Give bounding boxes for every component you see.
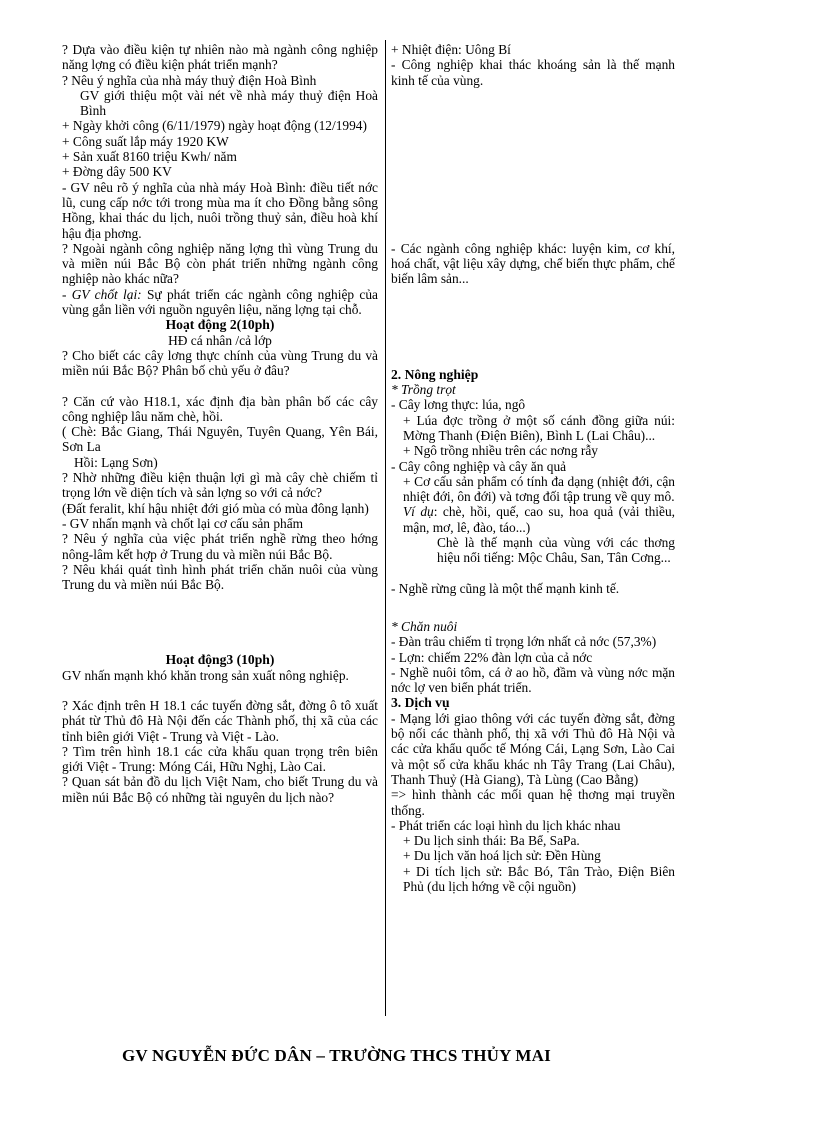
question-tourism: ? Quan sát bản đồ du lịch Việt Nam, cho biết Trung du và miền núi Bắc Bộ có những tài nguyên du lịch nào? <box>62 774 378 805</box>
cultural-tourism: + Du lịch văn hoá lịch sử: Đền Hùng <box>403 848 601 864</box>
question-energy-conditions: ? Dựa vào điều kiện tự nhiên nào mà ngành công nghiệp năng lợng có điều kiện phát triển mạnh? <box>62 42 378 73</box>
question-tea-conditions: ? Nhờ những điều kiện thuận lợi gì mà cây chè chiếm tỉ trọng lớn về diện tích và sản lợng so với cả nớc? <box>62 470 378 501</box>
tea-regions: ( Chè: Bắc Giang, Thái Nguyên, Tuyên Quang, Yên Bái, Sơn La <box>62 424 378 455</box>
transport-network: - Mạng lới giao thông với các tuyến đờng sắt, đờng bộ nối các thành phố, thị xã với Thủ đô Hà Nội và các cửa khẩu quốc tế Móng Cái, Lạng Sơn, Lào Cai và một số cửa khẩu khác nh Tây Trang (Lai Châu), Thanh Thuỷ (Hà Giang), Tà Lùng (Cao Bằng) <box>391 710 675 787</box>
activity-2-heading: Hoạt động 2(10ph) <box>165 317 275 333</box>
crops-subheading: * Trồng trọt <box>391 382 456 398</box>
livestock-subheading: * Chăn nuôi <box>391 618 458 634</box>
tea-brands: Chè là thế mạnh của vùng với các thơng hiệu nổi tiếng: Mộc Châu, San, Tân Cơng... <box>437 535 675 566</box>
anise-regions: Hồi: Lạng Sơn) <box>74 454 158 470</box>
conclusion-label: - GV chốt lại: <box>62 286 142 302</box>
food-crops: - Cây lơng thực: lúa, ngô <box>391 397 526 413</box>
eco-tourism: + Du lịch sinh thái: Ba Bể, SaPa. <box>403 833 580 849</box>
historical-sites: + Di tích lịch sử: Bắc Bó, Tân Trào, Điện Biên Phủ (du lịch hớng về cội nguồn) <box>403 863 675 894</box>
activity-2-subheading: HĐ cá nhân /cả lớp <box>168 332 272 348</box>
rice-fields: + Lúa đợc trồng ở một số cánh đồng giữa núi: Mờng Thanh (Điện Biên), Bình L (Lai Châu)... <box>403 412 675 443</box>
thermal-power: + Nhiệt điện: Uông Bí <box>391 42 511 57</box>
question-food-crops: ? Cho biết các cây lơng thực chính của vùng Trung du và miền núi Bắc Bộ? Phân bố chủ yếu ở đâu? <box>62 347 378 379</box>
activity-3-heading: Hoạt động3 (10ph) <box>165 652 275 668</box>
trade-relations: => hình thành các mối quan hệ thơng mại truyền thống. <box>391 787 675 818</box>
product-structure: + Cơ cấu sản phẩm có tính đa dạng (nhiệt đới, cận nhiệt đới, ôn đới) và tơng đối tập trung về quy mô. <box>403 473 675 505</box>
teacher-conclusion <box>62 287 378 318</box>
left-column <box>62 42 378 805</box>
forestry-strength: - Nghề rừng cũng là một thế mạnh kinh tế. <box>391 580 620 596</box>
mining-industry: - Công nghiệp khai thác khoáng sản là thế mạnh kinh tế của vùng. <box>391 57 675 88</box>
conclusion-text: Sự phát triển các ngành công nghiệp của vùng gắn liền với nguồn nguyên liệu, năng lợng tại chỗ. <box>62 286 378 318</box>
right-column <box>391 42 675 894</box>
question-forestry: ? Nêu ý nghĩa của việc phát triển nghề rừng theo hớng nông-lâm kết hợp ở Trung du và miền núi Bắc Bộ. <box>62 531 378 562</box>
pig-share: - Lợn: chiếm 22% đàn lợn của cả nớc <box>391 649 593 665</box>
power-line: + Đờng dây 500 KV <box>62 164 172 180</box>
example-label: Ví dụ <box>403 504 434 520</box>
teacher-intro-hoa-binh: GV giới thiệu một vài nét về nhà máy thuỷ điện Hoà Bình <box>80 87 378 119</box>
section-services-heading: 3. Dịch vụ <box>391 695 450 711</box>
example-text: : chè, hồi, quế, cao su, hoa quả (vải thiều, mận, mơ, lê, đào, táo...) <box>403 504 676 535</box>
teacher-explanation: - GV nêu rõ ý nghĩa của nhà máy Hoà Bình: điều tiết nớc lũ, cung cấp nớc tới trong mùa ma ít cho Đồng bằng sông Hồng, khai thác du lịch, nuôi trồng thuỷ sản, điều hoà khí hậu địa phơng. <box>62 179 378 241</box>
capacity-line: + Công suất lắp máy 1920 KW <box>62 133 229 149</box>
corn-fields: + Ngô trồng nhiều trên các nơng rẫy <box>403 443 598 459</box>
aquaculture: - Nghề nuôi tôm, cá ở ao hồ, đầm và vùng nớc mặn nớc lợ ven biển phát triển. <box>391 664 675 696</box>
answer-tea-conditions: (Đất feralit, khí hậu nhiệt đới gió mùa có mùa đông lạnh) <box>62 500 369 516</box>
tourism-types: - Phát triển các loại hình du lịch khác nhau <box>391 817 621 833</box>
production-line: + Sản xuất 8160 triệu Kwh/ năm <box>62 149 237 165</box>
start-date-line: + Ngày khởi công (6/11/1979) ngày hoạt động (12/1994) <box>62 118 367 134</box>
question-industrial-crops: ? Căn cứ vào H18.1, xác định địa bàn phân bố các cây công nghiệp lâu năm chè, hồi. <box>62 393 378 424</box>
teacher-difficulties: GV nhấn mạnh khó khăn trong sản xuất nông nghiệp. <box>62 667 349 683</box>
question-hoa-binh-meaning: ? Nêu ý nghĩa của nhà máy thuỷ điện Hoà Bình <box>62 72 317 88</box>
teacher-emphasis-structure: - GV nhấn mạnh và chốt lại cơ cấu sản phẩm <box>62 515 304 531</box>
question-transport-routes: ? Xác định trên H 18.1 các tuyến đờng sắt, đờng ô tô xuất phát từ Thủ đô Hà Nội đến các Thành phố, thị xã của các tỉnh biên giới Việt - Trung và Việt - Lào. <box>62 697 378 744</box>
question-livestock: ? Nêu khái quát tình hình phát triển chăn nuôi của vùng Trung du và miền núi Bắc Bộ. <box>62 561 378 593</box>
example-crops <box>391 504 675 535</box>
other-industries: - Các ngành công nghiệp khác: luyện kim, cơ khí, hoá chất, vật liệu xây dựng, chế biến thực phẩm, chế biến lâm sản... <box>391 240 675 287</box>
question-border-gates: ? Tìm trên hình 18.1 các cửa khẩu quan trọng trên biên giới Việt - Trung: Móng Cái, Hữu Nghị, Lào Cai. <box>62 743 378 775</box>
buffalo-share: - Đàn trâu chiếm tỉ trọng lớn nhất cả nớc (57,3%) <box>391 634 657 650</box>
page-footer: GV NGUYỄN ĐỨC DÂN – TRƯỜNG THCS THỦY MAI <box>122 1046 551 1065</box>
section-agriculture-heading: 2. Nông nghiệp <box>391 366 479 382</box>
industrial-fruit-crops: - Cây công nghiệp và cây ăn quả <box>391 458 567 474</box>
column-divider <box>385 40 386 1016</box>
question-other-industries: ? Ngoài ngành công nghiệp năng lợng thì vùng Trung du và miền núi Bắc Bộ còn phát triển những ngành công nghiệp nào khác nữa? <box>62 240 378 287</box>
